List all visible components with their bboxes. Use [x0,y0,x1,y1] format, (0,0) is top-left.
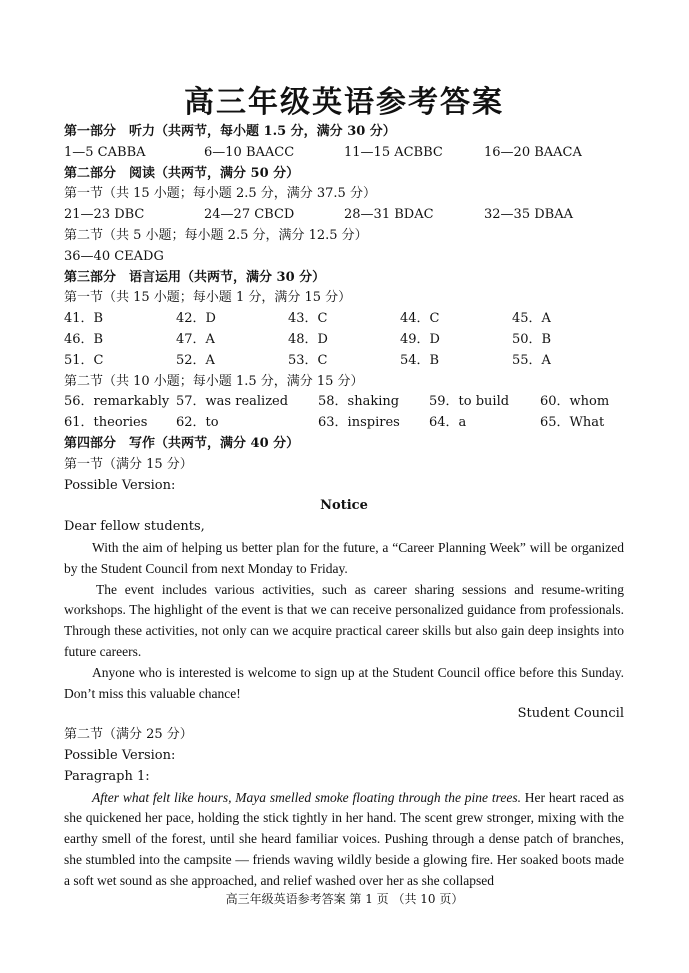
answer-row [64,330,624,351]
answer-cell: 45．A [512,311,551,327]
possible-version-label: Possible Version: [64,747,176,763]
answer-row [64,309,624,330]
answer-group: 16—20 BAACA [484,144,582,160]
story-opening-sentence: After what felt like hours, Maya smelled smoke floating through the pine trees. [92,789,521,805]
answer-cell: 56．remarkably [64,394,170,410]
answer-cell: 58．shaking [318,394,400,410]
answer-group: 28—31 BDAC [344,207,434,223]
part1-answers [64,143,624,164]
answer-cell: 51．C [64,352,104,368]
answer-cell: 64．a [429,415,467,431]
answer-cell: 42．D [176,311,216,327]
answer-cell: 47．A [176,331,215,347]
answer-group: 1—5 CABBA [64,144,146,160]
story-continuation: Her heart raced as she quickened her pace, holding the stick tightly in her hand. The scent grew stronger, mixing with the earthy smell of the forest, until she heard familiar voices. Pushing through a dense patch of branches, she stumbled into the campsite — friends waving wildly beside a glowing fire. Her soaked boots made a soft wet sound as she approached, and relief washed over her as she collapsed [64,789,624,888]
part3-section1-heading: 第一节（共 15 小题；每小题 1 分，满分 15 分） [64,290,352,306]
story-paragraph [64,788,624,892]
answer-group: 6—10 BAACC [204,144,295,160]
answer-cell: 53．C [288,352,328,368]
paragraph-label: Paragraph 1: [64,768,150,784]
answer-cell: 57．was realized [176,394,289,410]
answer-cell: 41．B [64,311,104,327]
answer-group: 11—15 ACBBC [344,144,443,160]
answer-group: 21—23 DBC [64,207,145,223]
part1-heading: 第一部分 听力（共两节，每小题 1.5 分，满分 30 分） [64,124,396,139]
answer-cell: 63．inspires [318,415,400,431]
part4-section1-heading: 第一节（满分 15 分） [64,456,193,472]
part2-section2-heading: 第二节（共 5 小题；每小题 2.5 分，满分 12.5 分） [64,227,368,243]
answer-cell: 50．B [512,331,552,347]
letter-signature: Student Council [517,706,624,722]
answer-cell: 65．What [540,415,605,431]
answer-group: 32—35 DBAA [484,207,573,223]
answer-cell: 59．to build [429,394,510,410]
answer-cell: 52．A [176,352,215,368]
letter-paragraph: The event includes various activities, such as career sharing sessions and resume-writing workshops. The highlight of the event is that we can receive personalized guidance from professionals. Through these activities, not only can we acquire practical career skills but also gain deep insights into future careers. [64,581,624,659]
answer-cell: 54．B [400,352,440,368]
answer-row [64,413,624,434]
part2-section1-answers [64,205,624,226]
answer-sheet-page [64,0,624,891]
page-title: 高三年级英语参考答案 [184,85,504,120]
part3-section2-heading: 第二节（共 10 小题；每小题 1.5 分，满分 15 分） [64,373,364,389]
answer-cell: 44．C [400,311,440,327]
answer-cell: 61．theories [64,415,148,431]
possible-version-label: Possible Version: [64,477,176,493]
answer-group: 24—27 CBCD [204,207,295,223]
page-footer: 高三年级英语参考答案 第 1 页 （共 10 页） [225,892,464,906]
answer-cell: 62．to [176,415,219,431]
part4-section2-heading: 第二节（满分 25 分） [64,727,193,743]
part4-heading: 第四部分 写作（共两节，满分 40 分） [64,435,300,451]
notice-title: Notice [320,498,368,514]
answer-cell: 49．D [400,331,440,347]
answer-cell: 46．B [64,331,104,347]
part2-heading: 第二部分 阅读（共两节，满分 50 分） [64,165,300,181]
part3-heading: 第三部分 语言运用（共两节，满分 30 分） [64,269,326,285]
answer-cell: 48．D [288,331,328,347]
answer-cell: 43．C [288,311,328,327]
part2-section2-answer: 36—40 CEADG [64,248,164,264]
part2-section1-heading: 第一节（共 15 小题；每小题 2.5 分，满分 37.5 分） [64,186,376,202]
answer-cell: 55．A [512,352,551,368]
letter-paragraph: Anyone who is interested is welcome to sign up at the Student Council office before this Sunday. Don’t miss this valuable chance! [64,664,624,701]
answer-row [64,392,624,413]
answer-cell: 60．whom [540,394,610,410]
answer-row [64,351,624,372]
letter-paragraph: With the aim of helping us better plan for the future, a “Career Planning Week” will be organized by the Student Council from next Monday to Friday. [64,539,624,576]
letter-greeting: Dear fellow students, [64,519,205,535]
